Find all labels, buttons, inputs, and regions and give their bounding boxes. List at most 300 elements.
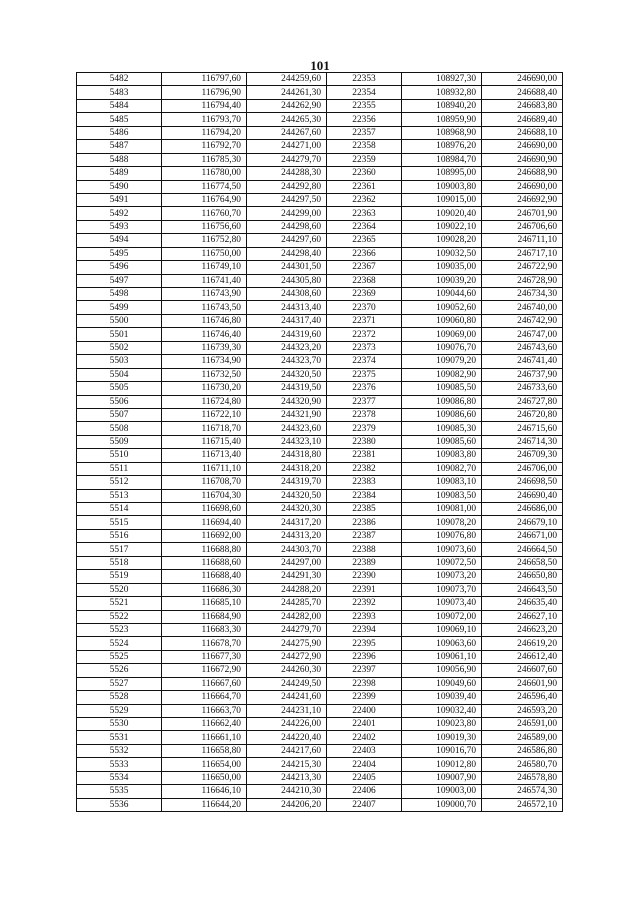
point-number-cell: 22360 [327,167,402,180]
y-coordinate-cell: 244260,30 [247,664,327,677]
point-number-cell: 22384 [327,489,402,502]
point-number-cell: 22381 [327,449,402,462]
point-number-cell: 5487 [77,140,162,153]
table-row [77,368,563,381]
point-number-cell: 22354 [327,86,402,99]
point-number-cell: 5520 [77,583,162,596]
point-number-cell: 5492 [77,207,162,220]
y-coordinate-cell: 244279,70 [247,623,327,636]
y-coordinate-cell: 246742,90 [482,314,563,327]
point-number-cell: 5536 [77,798,162,811]
x-coordinate-cell: 116688,40 [162,570,247,583]
x-coordinate-cell: 116692,00 [162,529,247,542]
point-number-cell: 5528 [77,691,162,704]
point-number-cell: 22402 [327,731,402,744]
x-coordinate-cell: 109039,20 [402,274,482,287]
point-number-cell: 5525 [77,650,162,663]
y-coordinate-cell: 246720,80 [482,408,563,421]
y-coordinate-cell: 244292,80 [247,180,327,193]
y-coordinate-cell: 244323,20 [247,341,327,354]
table-row [77,462,563,475]
point-number-cell: 22390 [327,570,402,583]
y-coordinate-cell: 246727,80 [482,395,563,408]
table-row [77,234,563,247]
y-coordinate-cell: 246627,10 [482,610,563,623]
y-coordinate-cell: 246686,00 [482,503,563,516]
point-number-cell: 5493 [77,220,162,233]
x-coordinate-cell: 109072,50 [402,556,482,569]
x-coordinate-cell: 109061,10 [402,650,482,663]
x-coordinate-cell: 109082,70 [402,462,482,475]
x-coordinate-cell: 109056,90 [402,664,482,677]
x-coordinate-cell: 109079,20 [402,355,482,368]
y-coordinate-cell: 246596,40 [482,691,563,704]
point-number-cell: 22405 [327,771,402,784]
point-number-cell: 5522 [77,610,162,623]
table-row [77,476,563,489]
point-number-cell: 22379 [327,422,402,435]
x-coordinate-cell: 109078,20 [402,516,482,529]
y-coordinate-cell: 244320,30 [247,503,327,516]
table-row [77,73,563,86]
x-coordinate-cell: 116746,40 [162,328,247,341]
x-coordinate-cell: 116684,90 [162,610,247,623]
point-number-cell: 22355 [327,99,402,112]
x-coordinate-cell: 116785,30 [162,153,247,166]
table-row [77,207,563,220]
point-number-cell: 22383 [327,476,402,489]
point-number-cell: 22397 [327,664,402,677]
table-row [77,489,563,502]
point-number-cell: 22387 [327,529,402,542]
point-number-cell: 5484 [77,99,162,112]
point-number-cell: 5500 [77,314,162,327]
y-coordinate-cell: 244271,00 [247,140,327,153]
y-coordinate-cell: 246709,30 [482,449,563,462]
point-number-cell: 5535 [77,785,162,798]
x-coordinate-cell: 109032,40 [402,704,482,717]
y-coordinate-cell: 244285,70 [247,597,327,610]
y-coordinate-cell: 244215,30 [247,758,327,771]
x-coordinate-cell: 116722,10 [162,408,247,421]
y-coordinate-cell: 246690,90 [482,153,563,166]
table-row [77,408,563,421]
table-row [77,167,563,180]
y-coordinate-cell: 244241,60 [247,691,327,704]
y-coordinate-cell: 244231,10 [247,704,327,717]
point-number-cell: 5524 [77,637,162,650]
y-coordinate-cell: 244297,00 [247,556,327,569]
x-coordinate-cell: 116774,50 [162,180,247,193]
point-number-cell: 5510 [77,449,162,462]
x-coordinate-cell: 116711,10 [162,462,247,475]
y-coordinate-cell: 244318,20 [247,462,327,475]
y-coordinate-cell: 244317,40 [247,314,327,327]
point-number-cell: 22362 [327,193,402,206]
x-coordinate-cell: 109032,50 [402,247,482,260]
x-coordinate-cell: 116663,70 [162,704,247,717]
table-row [77,355,563,368]
x-coordinate-cell: 109052,60 [402,301,482,314]
point-number-cell: 22400 [327,704,402,717]
y-coordinate-cell: 246689,40 [482,113,563,126]
point-number-cell: 5516 [77,529,162,542]
y-coordinate-cell: 244318,80 [247,449,327,462]
x-coordinate-cell: 116708,70 [162,476,247,489]
x-coordinate-cell: 108959,90 [402,113,482,126]
point-number-cell: 22380 [327,435,402,448]
point-number-cell: 5530 [77,718,162,731]
y-coordinate-cell: 244267,60 [247,126,327,139]
x-coordinate-cell: 109083,10 [402,476,482,489]
y-coordinate-cell: 246688,40 [482,86,563,99]
x-coordinate-cell: 116718,70 [162,422,247,435]
x-coordinate-cell: 116734,90 [162,355,247,368]
table-row [77,449,563,462]
point-number-cell: 5512 [77,476,162,489]
x-coordinate-cell: 109083,80 [402,449,482,462]
x-coordinate-cell: 116750,00 [162,247,247,260]
y-coordinate-cell: 246740,00 [482,301,563,314]
y-coordinate-cell: 244323,10 [247,435,327,448]
table-row [77,140,563,153]
x-coordinate-cell: 116662,40 [162,718,247,731]
table-row [77,99,563,112]
y-coordinate-cell: 244299,00 [247,207,327,220]
y-coordinate-cell: 244259,60 [247,73,327,86]
x-coordinate-cell: 116756,60 [162,220,247,233]
x-coordinate-cell: 116650,00 [162,771,247,784]
x-coordinate-cell: 109020,40 [402,207,482,220]
x-coordinate-cell: 108976,20 [402,140,482,153]
x-coordinate-cell: 109060,80 [402,314,482,327]
y-coordinate-cell: 244272,90 [247,650,327,663]
table-row [77,435,563,448]
table-row [77,503,563,516]
table-row [77,86,563,99]
point-number-cell: 22366 [327,247,402,260]
point-number-cell: 22388 [327,543,402,556]
table-row [77,180,563,193]
point-number-cell: 5508 [77,422,162,435]
table-row [77,637,563,650]
y-coordinate-cell: 246698,50 [482,476,563,489]
x-coordinate-cell: 116654,00 [162,758,247,771]
x-coordinate-cell: 116752,80 [162,234,247,247]
table-row [77,543,563,556]
y-coordinate-cell: 246734,30 [482,288,563,301]
x-coordinate-cell: 109000,70 [402,798,482,811]
table-row [77,193,563,206]
table-row [77,664,563,677]
y-coordinate-cell: 246706,60 [482,220,563,233]
y-coordinate-cell: 246737,90 [482,368,563,381]
point-number-cell: 22404 [327,758,402,771]
y-coordinate-cell: 246591,00 [482,718,563,731]
y-coordinate-cell: 244282,00 [247,610,327,623]
y-coordinate-cell: 244305,80 [247,274,327,287]
x-coordinate-cell: 116644,20 [162,798,247,811]
point-number-cell: 5511 [77,462,162,475]
point-number-cell: 5502 [77,341,162,354]
y-coordinate-cell: 246650,80 [482,570,563,583]
point-number-cell: 22369 [327,288,402,301]
x-coordinate-cell: 109007,90 [402,771,482,784]
x-coordinate-cell: 116792,70 [162,140,247,153]
table-row [77,704,563,717]
y-coordinate-cell: 246714,30 [482,435,563,448]
x-coordinate-cell: 108968,90 [402,126,482,139]
y-coordinate-cell: 246623,20 [482,623,563,636]
table-row [77,153,563,166]
y-coordinate-cell: 244313,20 [247,529,327,542]
x-coordinate-cell: 116686,30 [162,583,247,596]
point-number-cell: 5507 [77,408,162,421]
x-coordinate-cell: 116715,40 [162,435,247,448]
x-coordinate-cell: 109044,60 [402,288,482,301]
x-coordinate-cell: 109069,00 [402,328,482,341]
point-number-cell: 22392 [327,597,402,610]
x-coordinate-cell: 116797,60 [162,73,247,86]
x-coordinate-cell: 116664,70 [162,691,247,704]
point-number-cell: 22375 [327,368,402,381]
point-number-cell: 22363 [327,207,402,220]
y-coordinate-cell: 244291,30 [247,570,327,583]
x-coordinate-cell: 116764,90 [162,193,247,206]
table-row [77,220,563,233]
y-coordinate-cell: 244297,60 [247,234,327,247]
x-coordinate-cell: 116672,90 [162,664,247,677]
y-coordinate-cell: 244317,20 [247,516,327,529]
point-number-cell: 22407 [327,798,402,811]
table-row [77,422,563,435]
point-number-cell: 22365 [327,234,402,247]
y-coordinate-cell: 246683,80 [482,99,563,112]
x-coordinate-cell: 109073,70 [402,583,482,596]
y-coordinate-cell: 246574,30 [482,785,563,798]
point-number-cell: 22370 [327,301,402,314]
point-number-cell: 22364 [327,220,402,233]
y-coordinate-cell: 246747,00 [482,328,563,341]
table-row [77,274,563,287]
y-coordinate-cell: 246701,90 [482,207,563,220]
y-coordinate-cell: 246593,20 [482,704,563,717]
x-coordinate-cell: 116739,30 [162,341,247,354]
point-number-cell: 5513 [77,489,162,502]
y-coordinate-cell: 244220,40 [247,731,327,744]
x-coordinate-cell: 109012,80 [402,758,482,771]
y-coordinate-cell: 244249,50 [247,677,327,690]
point-number-cell: 22398 [327,677,402,690]
table-row [77,623,563,636]
x-coordinate-cell: 116794,20 [162,126,247,139]
point-number-cell: 5497 [77,274,162,287]
x-coordinate-cell: 108927,30 [402,73,482,86]
point-number-cell: 22373 [327,341,402,354]
point-number-cell: 5482 [77,73,162,86]
point-number-cell: 5518 [77,556,162,569]
x-coordinate-cell: 109076,80 [402,529,482,542]
x-coordinate-cell: 109086,60 [402,408,482,421]
y-coordinate-cell: 244319,60 [247,328,327,341]
table-row [77,301,563,314]
x-coordinate-cell: 116749,10 [162,261,247,274]
point-number-cell: 22401 [327,718,402,731]
y-coordinate-cell: 244262,90 [247,99,327,112]
y-coordinate-cell: 244320,90 [247,395,327,408]
point-number-cell: 5534 [77,771,162,784]
y-coordinate-cell: 246728,90 [482,274,563,287]
y-coordinate-cell: 244303,70 [247,543,327,556]
y-coordinate-cell: 246578,80 [482,771,563,784]
point-number-cell: 5503 [77,355,162,368]
table-row [77,677,563,690]
x-coordinate-cell: 116780,00 [162,167,247,180]
table-row [77,798,563,811]
point-number-cell: 22385 [327,503,402,516]
x-coordinate-cell: 116743,50 [162,301,247,314]
y-coordinate-cell: 246580,70 [482,758,563,771]
point-number-cell: 5485 [77,113,162,126]
x-coordinate-cell: 109085,30 [402,422,482,435]
y-coordinate-cell: 246741,40 [482,355,563,368]
point-number-cell: 22396 [327,650,402,663]
y-coordinate-cell: 246589,00 [482,731,563,744]
table-row [77,610,563,623]
x-coordinate-cell: 116732,50 [162,368,247,381]
point-number-cell: 5486 [77,126,162,139]
y-coordinate-cell: 246711,10 [482,234,563,247]
x-coordinate-cell: 109085,50 [402,382,482,395]
table-row [77,744,563,757]
coordinates-table-body [77,73,563,812]
point-number-cell: 22377 [327,395,402,408]
x-coordinate-cell: 108940,20 [402,99,482,112]
y-coordinate-cell: 246658,50 [482,556,563,569]
coordinates-table [76,72,563,812]
y-coordinate-cell: 244297,50 [247,193,327,206]
x-coordinate-cell: 109081,00 [402,503,482,516]
x-coordinate-cell: 109063,60 [402,637,482,650]
point-number-cell: 22395 [327,637,402,650]
y-coordinate-cell: 246690,40 [482,489,563,502]
point-number-cell: 22361 [327,180,402,193]
point-number-cell: 5514 [77,503,162,516]
y-coordinate-cell: 246692,90 [482,193,563,206]
x-coordinate-cell: 109035,00 [402,261,482,274]
x-coordinate-cell: 109073,60 [402,543,482,556]
y-coordinate-cell: 244275,90 [247,637,327,650]
y-coordinate-cell: 246743,60 [482,341,563,354]
point-number-cell: 5499 [77,301,162,314]
x-coordinate-cell: 108995,00 [402,167,482,180]
y-coordinate-cell: 246688,90 [482,167,563,180]
y-coordinate-cell: 244226,00 [247,718,327,731]
x-coordinate-cell: 109076,70 [402,341,482,354]
point-number-cell: 22399 [327,691,402,704]
table-row [77,261,563,274]
table-row [77,691,563,704]
y-coordinate-cell: 244217,60 [247,744,327,757]
point-number-cell: 22394 [327,623,402,636]
table-row [77,785,563,798]
point-number-cell: 22359 [327,153,402,166]
y-coordinate-cell: 246690,00 [482,180,563,193]
y-coordinate-cell: 246664,50 [482,543,563,556]
y-coordinate-cell: 244265,30 [247,113,327,126]
y-coordinate-cell: 246601,90 [482,677,563,690]
point-number-cell: 5505 [77,382,162,395]
point-number-cell: 5526 [77,664,162,677]
y-coordinate-cell: 244320,50 [247,489,327,502]
x-coordinate-cell: 116683,30 [162,623,247,636]
table-row [77,328,563,341]
table-row [77,288,563,301]
y-coordinate-cell: 244298,60 [247,220,327,233]
y-coordinate-cell: 244261,30 [247,86,327,99]
y-coordinate-cell: 246690,00 [482,73,563,86]
point-number-cell: 5501 [77,328,162,341]
y-coordinate-cell: 244213,30 [247,771,327,784]
point-number-cell: 22358 [327,140,402,153]
y-coordinate-cell: 244320,50 [247,368,327,381]
point-number-cell: 5515 [77,516,162,529]
point-number-cell: 5504 [77,368,162,381]
point-number-cell: 22367 [327,261,402,274]
point-number-cell: 22368 [327,274,402,287]
x-coordinate-cell: 109083,50 [402,489,482,502]
y-coordinate-cell: 246619,20 [482,637,563,650]
x-coordinate-cell: 108932,80 [402,86,482,99]
table-row [77,314,563,327]
x-coordinate-cell: 116713,40 [162,449,247,462]
x-coordinate-cell: 109039,40 [402,691,482,704]
point-number-cell: 22382 [327,462,402,475]
x-coordinate-cell: 109073,40 [402,597,482,610]
y-coordinate-cell: 244298,40 [247,247,327,260]
x-coordinate-cell: 116688,60 [162,556,247,569]
point-number-cell: 22357 [327,126,402,139]
y-coordinate-cell: 244323,70 [247,355,327,368]
point-number-cell: 22389 [327,556,402,569]
y-coordinate-cell: 246635,40 [482,597,563,610]
x-coordinate-cell: 109069,10 [402,623,482,636]
point-number-cell: 22391 [327,583,402,596]
y-coordinate-cell: 246607,60 [482,664,563,677]
x-coordinate-cell: 116760,70 [162,207,247,220]
x-coordinate-cell: 116694,40 [162,516,247,529]
y-coordinate-cell: 244288,30 [247,167,327,180]
point-number-cell: 22353 [327,73,402,86]
x-coordinate-cell: 116688,80 [162,543,247,556]
y-coordinate-cell: 244206,20 [247,798,327,811]
x-coordinate-cell: 116793,70 [162,113,247,126]
x-coordinate-cell: 116730,20 [162,382,247,395]
point-number-cell: 22378 [327,408,402,421]
point-number-cell: 5523 [77,623,162,636]
point-number-cell: 5495 [77,247,162,260]
point-number-cell: 5494 [77,234,162,247]
x-coordinate-cell: 116667,60 [162,677,247,690]
x-coordinate-cell: 116678,70 [162,637,247,650]
y-coordinate-cell: 244319,50 [247,382,327,395]
point-number-cell: 5529 [77,704,162,717]
y-coordinate-cell: 244308,60 [247,288,327,301]
table-row [77,126,563,139]
y-coordinate-cell: 244288,20 [247,583,327,596]
x-coordinate-cell: 116796,90 [162,86,247,99]
x-coordinate-cell: 109023,80 [402,718,482,731]
